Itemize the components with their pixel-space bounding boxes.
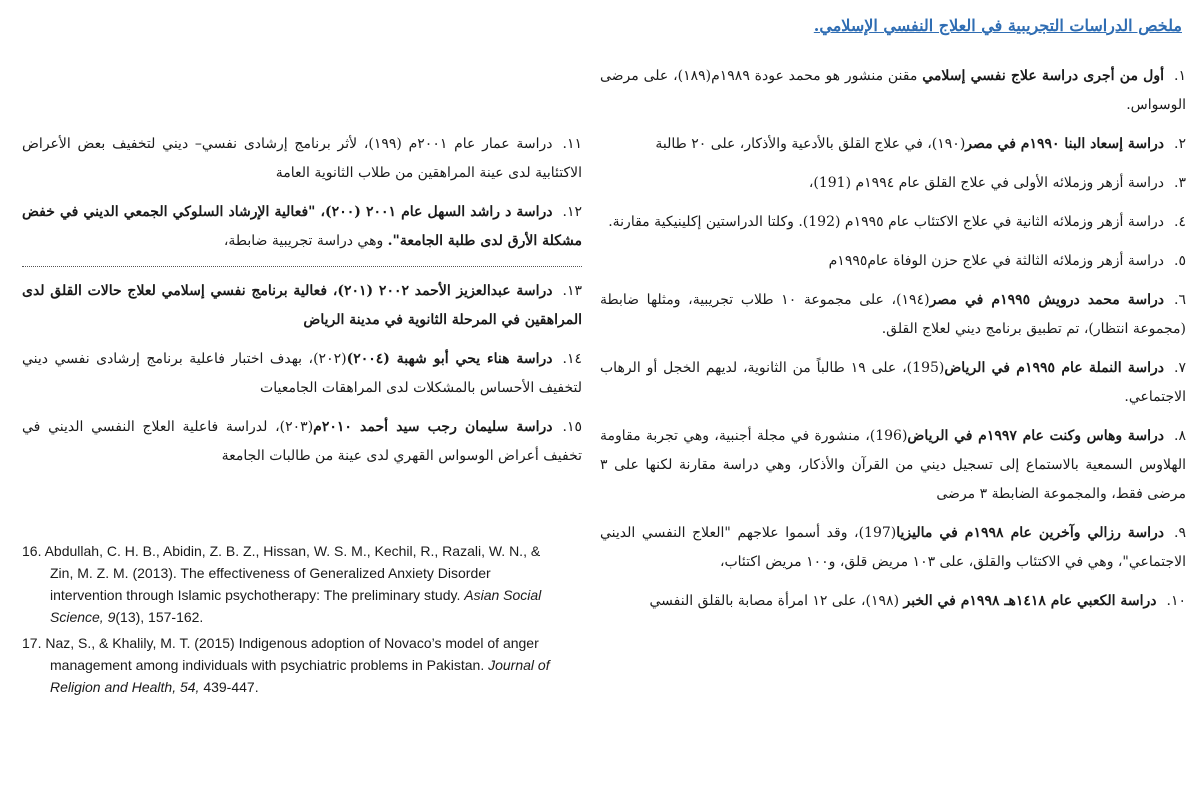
list-item: ٢.دراسة إسعاد البنا ١٩٩٠م في مصر(١٩٠)، في علاج القلق بالأدعية والأذكار، على ٢٠ طالبة	[655, 136, 1186, 152]
list-item: ٨.دراسة وهاس وكنت عام ١٩٩٧م في الرياض(196)، منشورة في مجلة أجنبية، وهي تجربة مقاومة الهلاوس السمعية بالاستماع إلى تسجيل ديني من القرآن والأذكار، وهي دراسة مقارنة لكنها على ٣ مرضى فقط، والمجموعة الضابطة ٣ مرضى	[600, 428, 1186, 502]
list-item: ٥.دراسة أزهر وزملائه الثالثة في علاج حزن الوفاة عام١٩٩٥م	[828, 253, 1186, 269]
list-item: ٣.دراسة أزهر وزملائه الأولى في علاج القلق عام ١٩٩٤م (191)،	[808, 175, 1186, 191]
list-item: ٧.دراسة النملة عام ١٩٩٥م في الرياض(195)، على ١٩ طالباً من الثانوية، لديهم الخجل أو الرهاب الاجتماعي.	[600, 360, 1186, 405]
list-item: ١٤.دراسة هناء يحي أبو شهبة (٢٠٠٤)(٢٠٢)، بهدف اختبار فاعلية برنامج إرشادى نفسي ديني لتخفيف الأحساس بالمشكلات لدى المراهقات الجامعيات	[22, 351, 583, 396]
reference-item: 16. Abdullah, C. H. B., Abidin, Z. B. Z., Hissan, W. S. M., Kechil, R., Razali, W. N., & Zin, M. Z. M. (2013). The effectiveness of Generalized Anxiety Disorder intervention through Islamic psychotherapy: The preliminary study. Asian Social Science, 9(13), 157-162.	[22, 543, 542, 625]
right-column	[600, 62, 1186, 626]
references-list	[22, 540, 562, 702]
list-item: ٤.دراسة أزهر وزملائه الثانية في علاج الاكتئاب عام ١٩٩٥م (192). وكلتا الدراستين إكلينيكية مقارنة.	[608, 214, 1186, 230]
left-column	[22, 130, 582, 481]
list-item: ١٢.دراسة د راشد السهل عام ٢٠٠١ (٢٠٠)، "فعالية الإرشاد السلوكي الجمعي الديني في خفض مشكلة الأرق لدى طلبة الجامعة". وهي دراسة تجريبية ضابطة،	[22, 204, 583, 249]
list-item: ١.أول من أجرى دراسة علاج نفسي إسلامي مقنن منشور هو محمد عودة ١٩٨٩م(١٨٩)، على مرضى الوسواس.	[600, 68, 1186, 113]
list-item: ١٣.دراسة عبدالعزيز الأحمد ٢٠٠٢ (٢٠١)، فعالية برنامج نفسي إسلامي لعلاج حالات القلق لدى المراهقين في المرحلة الثانوية في مدينة الرياض	[22, 283, 582, 328]
list-item: ١٥.دراسة سليمان رجب سيد أحمد ٢٠١٠م(٢٠٣)، لدراسة فاعلية العلاج النفسي الديني في تخفيف أعراض الوسواس القهري لدى عينة من طالبات الجامعة	[22, 419, 582, 464]
dotted-divider	[22, 266, 582, 267]
page-title: ملخص الدراسات التجريبية في العلاج النفسي الإسلامي.	[813, 16, 1182, 35]
list-item: ٩.دراسة رزالي وآخرين عام ١٩٩٨م في ماليزيا(197)، وقد أسموا علاجهم "العلاج النفسي الديني الاجتماعي"، وهي في الاكتئاب والقلق، على ١٠٣ مريض قلق، و١٠٠ مريض اكتئاب،	[600, 525, 1186, 570]
list-item: ١١.دراسة عمار عام ٢٠٠١م (١٩٩)، لأثر برنامج إرشادى نفسي– ديني لتخفيف بعض الأعراض الاكتئابية لدى عينة المراهقين من طلاب الثانوية العامة	[22, 136, 582, 181]
list-item: ١٠.دراسة الكعبي عام ١٤١٨هـ ١٩٩٨م في الخبر (١٩٨)، على ١٢ امرأة مصابة بالقلق النفسي	[649, 593, 1186, 609]
reference-item: 17. Naz, S., & Khalily, M. T. (2015) Indigenous adoption of Novaco’s model of anger management among individuals with psychiatric problems in Pakistan. Journal of Religion and Health, 54, 439-447.	[22, 635, 550, 695]
list-item: ٦.دراسة محمد درويش ١٩٩٥م في مصر(١٩٤)، على مجموعة ١٠ طلاب تجريبية، ومثلها ضابطة (مجموعة انتظار)، تم تطبيق برنامج ديني لعلاج القلق.	[600, 292, 1186, 337]
